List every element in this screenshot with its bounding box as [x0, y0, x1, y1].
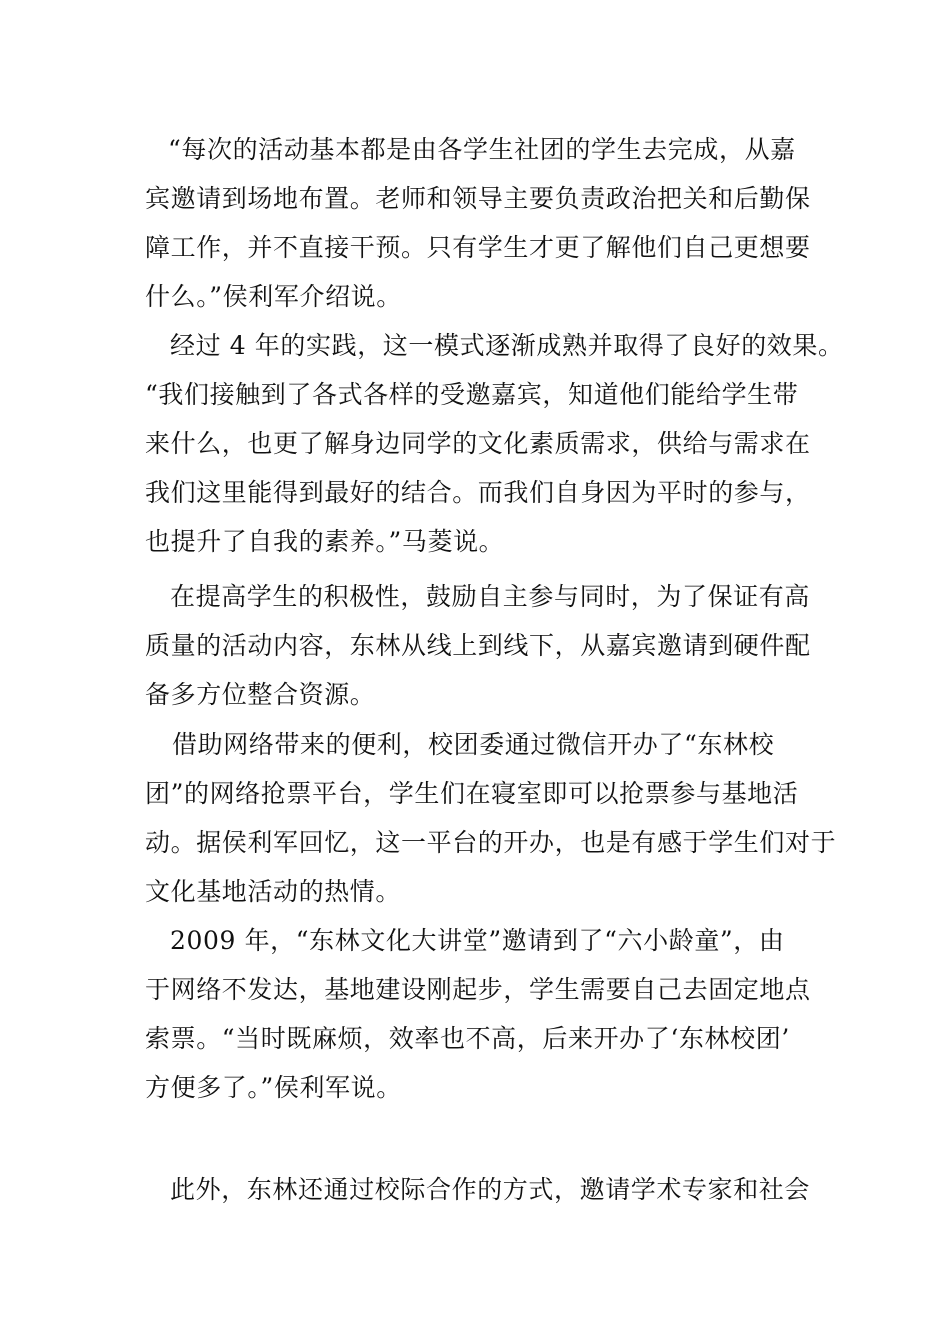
text-line: 经过 4 年的实践，这一模式逐渐成熟并取得了良好的效果。	[170, 331, 844, 360]
text-line: 动。据侯利军回忆，这一平台的开办，也是有感于学生们对于	[145, 828, 837, 857]
text-line: 也提升了自我的素养。”马菱说。	[145, 527, 505, 556]
text-line: 2009 年，“东林文化大讲堂”邀请到了“六小龄童”，由	[170, 926, 785, 955]
text-line: 方便多了。”侯利军说。	[145, 1073, 402, 1102]
text-line: 文化基地活动的热情。	[145, 877, 402, 906]
text-line: 借助网络带来的便利，校团委通过微信开办了“东林校	[172, 730, 775, 759]
text-line: 来什么，也更了解身边同学的文化素质需求，供给与需求在	[145, 429, 811, 458]
text-line: 在提高学生的积极性，鼓励自主参与同时，为了保证有高	[170, 582, 811, 611]
text-line: 于网络不发达，基地建设刚起步，学生需要自己去固定地点	[145, 975, 811, 1004]
text-line: 备多方位整合资源。	[145, 680, 376, 709]
text-line: 此外，东林还通过校际合作的方式，邀请学术专家和社会	[170, 1175, 811, 1204]
text-line: 什么。”侯利军介绍说。	[145, 282, 402, 311]
text-line: 障工作，并不直接干预。只有学生才更了解他们自己更想要	[145, 233, 811, 262]
text-line: 宾邀请到场地布置。老师和领导主要负责政治把关和后勤保	[145, 184, 811, 213]
text-line: 索票。“当时既麻烦，效率也不高，后来开办了‘东林校团’	[145, 1024, 790, 1053]
text-line: “每次的活动基本都是由各学生社团的学生去完成，从嘉	[168, 135, 796, 164]
text-line: 质量的活动内容，东林从线上到线下，从嘉宾邀请到硬件配	[145, 631, 811, 660]
text-line: 团”的网络抢票平台，学生们在寝室即可以抢票参与基地活	[145, 779, 799, 808]
text-line: 我们这里能得到最好的结合。而我们自身因为平时的参与，	[145, 478, 811, 507]
text-line: “我们接触到了各式各样的受邀嘉宾，知道他们能给学生带	[145, 380, 799, 409]
